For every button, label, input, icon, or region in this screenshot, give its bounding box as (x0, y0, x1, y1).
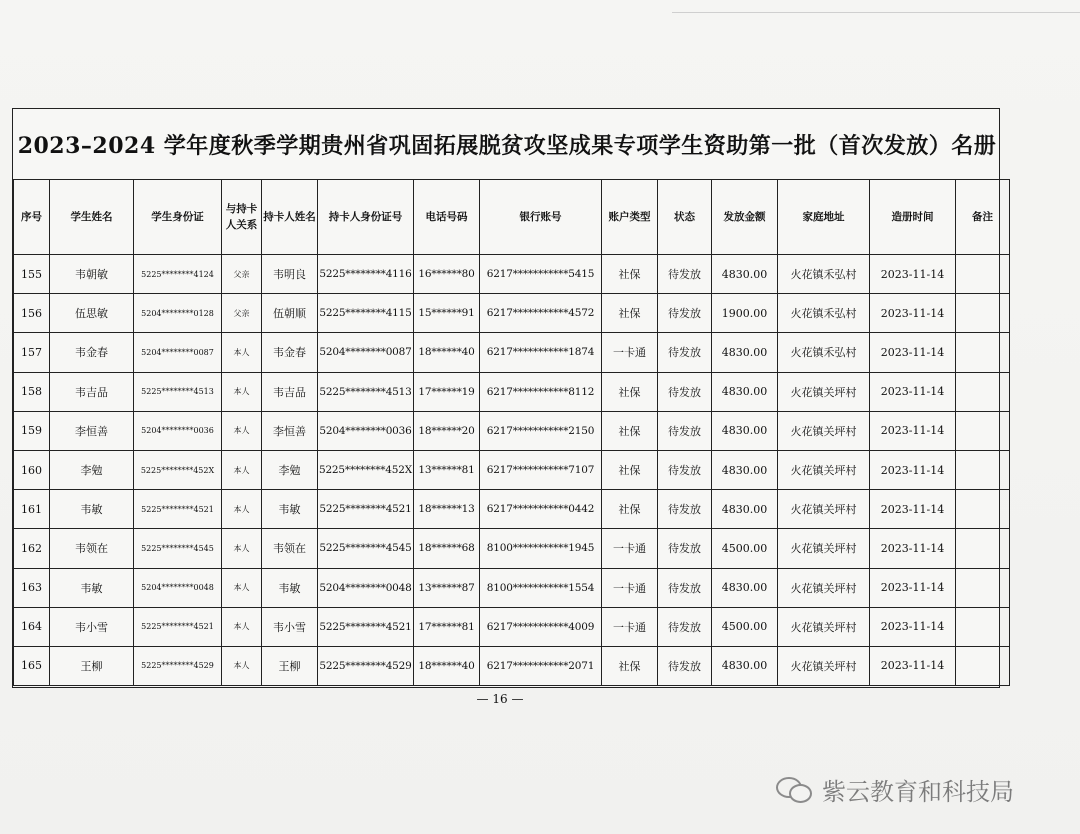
table-row (14, 607, 1010, 646)
table-cell: 5225********4116 (318, 255, 414, 294)
header-cell: 家庭地址 (778, 180, 870, 255)
wechat-icon (776, 775, 814, 803)
table-cell: 伍朝顺 (262, 294, 318, 333)
table-cell: 2023-11-14 (870, 529, 956, 568)
table-cell: 父亲 (222, 255, 262, 294)
table-cell: 李恒善 (50, 411, 134, 450)
table-cell: 待发放 (658, 646, 712, 685)
table-cell: 6217***********1874 (480, 333, 602, 372)
table-cell: 父亲 (222, 294, 262, 333)
table-cell: 1900.00 (712, 294, 778, 333)
table-cell: 2023-11-14 (870, 450, 956, 489)
table-cell: 4830.00 (712, 333, 778, 372)
table-cell: 6217***********2150 (480, 411, 602, 450)
table-cell (956, 529, 1010, 568)
table-row (14, 529, 1010, 568)
table-cell: 5225********4521 (134, 607, 222, 646)
table-cell (956, 490, 1010, 529)
table-row (14, 411, 1010, 450)
table-row (14, 450, 1010, 489)
table-cell: 本人 (222, 607, 262, 646)
table-cell: 社保 (602, 411, 658, 450)
table-cell: 4830.00 (712, 372, 778, 411)
table-cell: 本人 (222, 333, 262, 372)
table-cell: 王柳 (50, 646, 134, 685)
header-cell: 持卡人身份证号 (318, 180, 414, 255)
table-cell: 韦敏 (262, 568, 318, 607)
table-cell (956, 372, 1010, 411)
table-cell: 韦敏 (50, 490, 134, 529)
table-cell: 待发放 (658, 607, 712, 646)
table-cell: 5204********0087 (134, 333, 222, 372)
table-cell: 待发放 (658, 333, 712, 372)
table-cell: 韦领在 (262, 529, 318, 568)
table-cell: 161 (14, 490, 50, 529)
table-header-row (14, 180, 1010, 255)
header-cell: 与持卡人关系 (222, 180, 262, 255)
publisher-watermark (776, 772, 1056, 806)
table-cell: 5225********4513 (318, 372, 414, 411)
table-cell: 伍思敏 (50, 294, 134, 333)
table-cell: 5204********0036 (318, 411, 414, 450)
table-cell: 火花镇禾弘村 (778, 294, 870, 333)
table-cell: 2023-11-14 (870, 255, 956, 294)
table-cell: 155 (14, 255, 50, 294)
table-cell: 待发放 (658, 490, 712, 529)
header-cell: 电话号码 (414, 180, 480, 255)
table-cell: 5225********452X (318, 450, 414, 489)
table-cell: 158 (14, 372, 50, 411)
roster-sheet (12, 108, 1000, 688)
table-cell: 164 (14, 607, 50, 646)
table-cell: 社保 (602, 255, 658, 294)
table-cell: 17******81 (414, 607, 480, 646)
table-cell: 5225********4545 (318, 529, 414, 568)
table-cell: 5225********4521 (134, 490, 222, 529)
table-cell: 本人 (222, 646, 262, 685)
table-cell: 火花镇禾弘村 (778, 255, 870, 294)
table-cell: 李恒善 (262, 411, 318, 450)
table-cell: 韦小雪 (262, 607, 318, 646)
table-cell: 160 (14, 450, 50, 489)
table-cell (956, 411, 1010, 450)
table-cell: 韦小雪 (50, 607, 134, 646)
table-row (14, 372, 1010, 411)
table-cell: 4830.00 (712, 568, 778, 607)
table-cell: 6217***********7107 (480, 450, 602, 489)
table-cell: 5225********4529 (318, 646, 414, 685)
header-cell: 账户类型 (602, 180, 658, 255)
table-cell: 5204********0128 (134, 294, 222, 333)
header-cell: 序号 (14, 180, 50, 255)
table-cell: 5204********0036 (134, 411, 222, 450)
table-cell: 5204********0048 (318, 568, 414, 607)
table-cell: 社保 (602, 294, 658, 333)
table-cell: 18******40 (414, 646, 480, 685)
table-cell: 6217***********4572 (480, 294, 602, 333)
table-cell (956, 646, 1010, 685)
watermark-text: 紫云教育和科技局 (822, 777, 1014, 806)
table-cell: 18******20 (414, 411, 480, 450)
table-cell: 2023-11-14 (870, 568, 956, 607)
table-cell: 社保 (602, 450, 658, 489)
table-cell: 16******80 (414, 255, 480, 294)
table-cell: 待发放 (658, 450, 712, 489)
table-row (14, 333, 1010, 372)
table-cell: 159 (14, 411, 50, 450)
table-cell: 韦吉品 (50, 372, 134, 411)
top-border-line (672, 12, 1080, 13)
table-cell: 165 (14, 646, 50, 685)
table-cell (956, 568, 1010, 607)
table-cell: 本人 (222, 490, 262, 529)
table-cell: 社保 (602, 372, 658, 411)
table-cell: 157 (14, 333, 50, 372)
table-cell: 17******19 (414, 372, 480, 411)
table-cell: 13******87 (414, 568, 480, 607)
table-row (14, 255, 1010, 294)
table-cell: 李勉 (50, 450, 134, 489)
table-cell: 162 (14, 529, 50, 568)
table-cell: 4830.00 (712, 450, 778, 489)
table-row (14, 490, 1010, 529)
table-cell: 4830.00 (712, 646, 778, 685)
table-cell: 5225********4521 (318, 607, 414, 646)
table-cell: 4500.00 (712, 607, 778, 646)
table-cell: 本人 (222, 372, 262, 411)
table-cell: 6217***********2071 (480, 646, 602, 685)
table-cell: 5204********0087 (318, 333, 414, 372)
header-cell: 学生姓名 (50, 180, 134, 255)
student-aid-table (13, 179, 1010, 686)
table-cell: 韦领在 (50, 529, 134, 568)
table-cell (956, 333, 1010, 372)
table-cell: 18******68 (414, 529, 480, 568)
page-number: — 16 — (476, 692, 524, 706)
header-cell: 造册时间 (870, 180, 956, 255)
table-cell: 待发放 (658, 411, 712, 450)
table-cell (956, 450, 1010, 489)
table-cell: 18******40 (414, 333, 480, 372)
table-cell: 火花镇关坪村 (778, 450, 870, 489)
table-cell: 本人 (222, 529, 262, 568)
table-cell: 火花镇关坪村 (778, 411, 870, 450)
table-cell: 5225********4529 (134, 646, 222, 685)
header-cell: 银行账号 (480, 180, 602, 255)
table-cell (956, 607, 1010, 646)
table-cell: 4830.00 (712, 411, 778, 450)
table-cell: 韦敏 (262, 490, 318, 529)
header-cell: 备注 (956, 180, 1010, 255)
table-cell: 火花镇关坪村 (778, 568, 870, 607)
table-row (14, 294, 1010, 333)
table-cell: 一卡通 (602, 333, 658, 372)
table-cell: 韦金春 (262, 333, 318, 372)
table-cell: 5225********4545 (134, 529, 222, 568)
table-body (14, 255, 1010, 686)
table-cell: 4830.00 (712, 490, 778, 529)
table-cell: 火花镇关坪村 (778, 529, 870, 568)
table-cell: 社保 (602, 490, 658, 529)
table-cell: 待发放 (658, 294, 712, 333)
page-title: 2023–2024 学年度秋季学期贵州省巩固拓展脱贫攻坚成果专项学生资助第一批（首次发放）名册 (17, 133, 997, 159)
table-cell: 火花镇禾弘村 (778, 333, 870, 372)
table-cell: 火花镇关坪村 (778, 372, 870, 411)
table-cell: 18******13 (414, 490, 480, 529)
table-cell: 2023-11-14 (870, 294, 956, 333)
table-cell: 韦金春 (50, 333, 134, 372)
table-cell: 5225********4521 (318, 490, 414, 529)
table-cell: 5225********4513 (134, 372, 222, 411)
table-cell: 5225********452X (134, 450, 222, 489)
table-cell: 6217***********4009 (480, 607, 602, 646)
table-cell: 本人 (222, 450, 262, 489)
table-cell: 王柳 (262, 646, 318, 685)
header-cell: 学生身份证 (134, 180, 222, 255)
table-cell: 火花镇关坪村 (778, 490, 870, 529)
table-cell: 一卡通 (602, 607, 658, 646)
table-cell: 15******91 (414, 294, 480, 333)
table-cell: 2023-11-14 (870, 607, 956, 646)
table-cell: 2023-11-14 (870, 411, 956, 450)
table-cell: 8100***********1554 (480, 568, 602, 607)
table-cell: 6217***********0442 (480, 490, 602, 529)
table-cell: 火花镇关坪村 (778, 607, 870, 646)
table-cell: 2023-11-14 (870, 333, 956, 372)
table-cell: 待发放 (658, 568, 712, 607)
table-cell: 5204********0048 (134, 568, 222, 607)
table-cell: 2023-11-14 (870, 490, 956, 529)
table-cell: 韦朝敏 (50, 255, 134, 294)
table-cell: 5225********4124 (134, 255, 222, 294)
table-cell (956, 255, 1010, 294)
table-cell: 一卡通 (602, 529, 658, 568)
table-cell: 8100***********1945 (480, 529, 602, 568)
table-cell: 13******81 (414, 450, 480, 489)
table-cell: 本人 (222, 411, 262, 450)
table-cell: 韦敏 (50, 568, 134, 607)
table-cell: 156 (14, 294, 50, 333)
table-row (14, 568, 1010, 607)
header-cell: 状态 (658, 180, 712, 255)
table-cell: 一卡通 (602, 568, 658, 607)
table-cell: 4830.00 (712, 255, 778, 294)
table-cell: 4500.00 (712, 529, 778, 568)
table-cell: 5225********4115 (318, 294, 414, 333)
table-cell: 待发放 (658, 372, 712, 411)
table-row (14, 646, 1010, 685)
table-cell: 6217***********5415 (480, 255, 602, 294)
table-cell: 李勉 (262, 450, 318, 489)
table-cell: 163 (14, 568, 50, 607)
table-cell: 韦明良 (262, 255, 318, 294)
header-cell: 持卡人姓名 (262, 180, 318, 255)
table-cell (956, 294, 1010, 333)
table-cell: 2023-11-14 (870, 372, 956, 411)
table-cell: 火花镇关坪村 (778, 646, 870, 685)
table-cell: 待发放 (658, 255, 712, 294)
header-cell: 发放金额 (712, 180, 778, 255)
table-cell: 社保 (602, 646, 658, 685)
table-cell: 2023-11-14 (870, 646, 956, 685)
table-cell: 6217***********8112 (480, 372, 602, 411)
table-cell: 待发放 (658, 529, 712, 568)
table-cell: 韦吉品 (262, 372, 318, 411)
table-cell: 本人 (222, 568, 262, 607)
